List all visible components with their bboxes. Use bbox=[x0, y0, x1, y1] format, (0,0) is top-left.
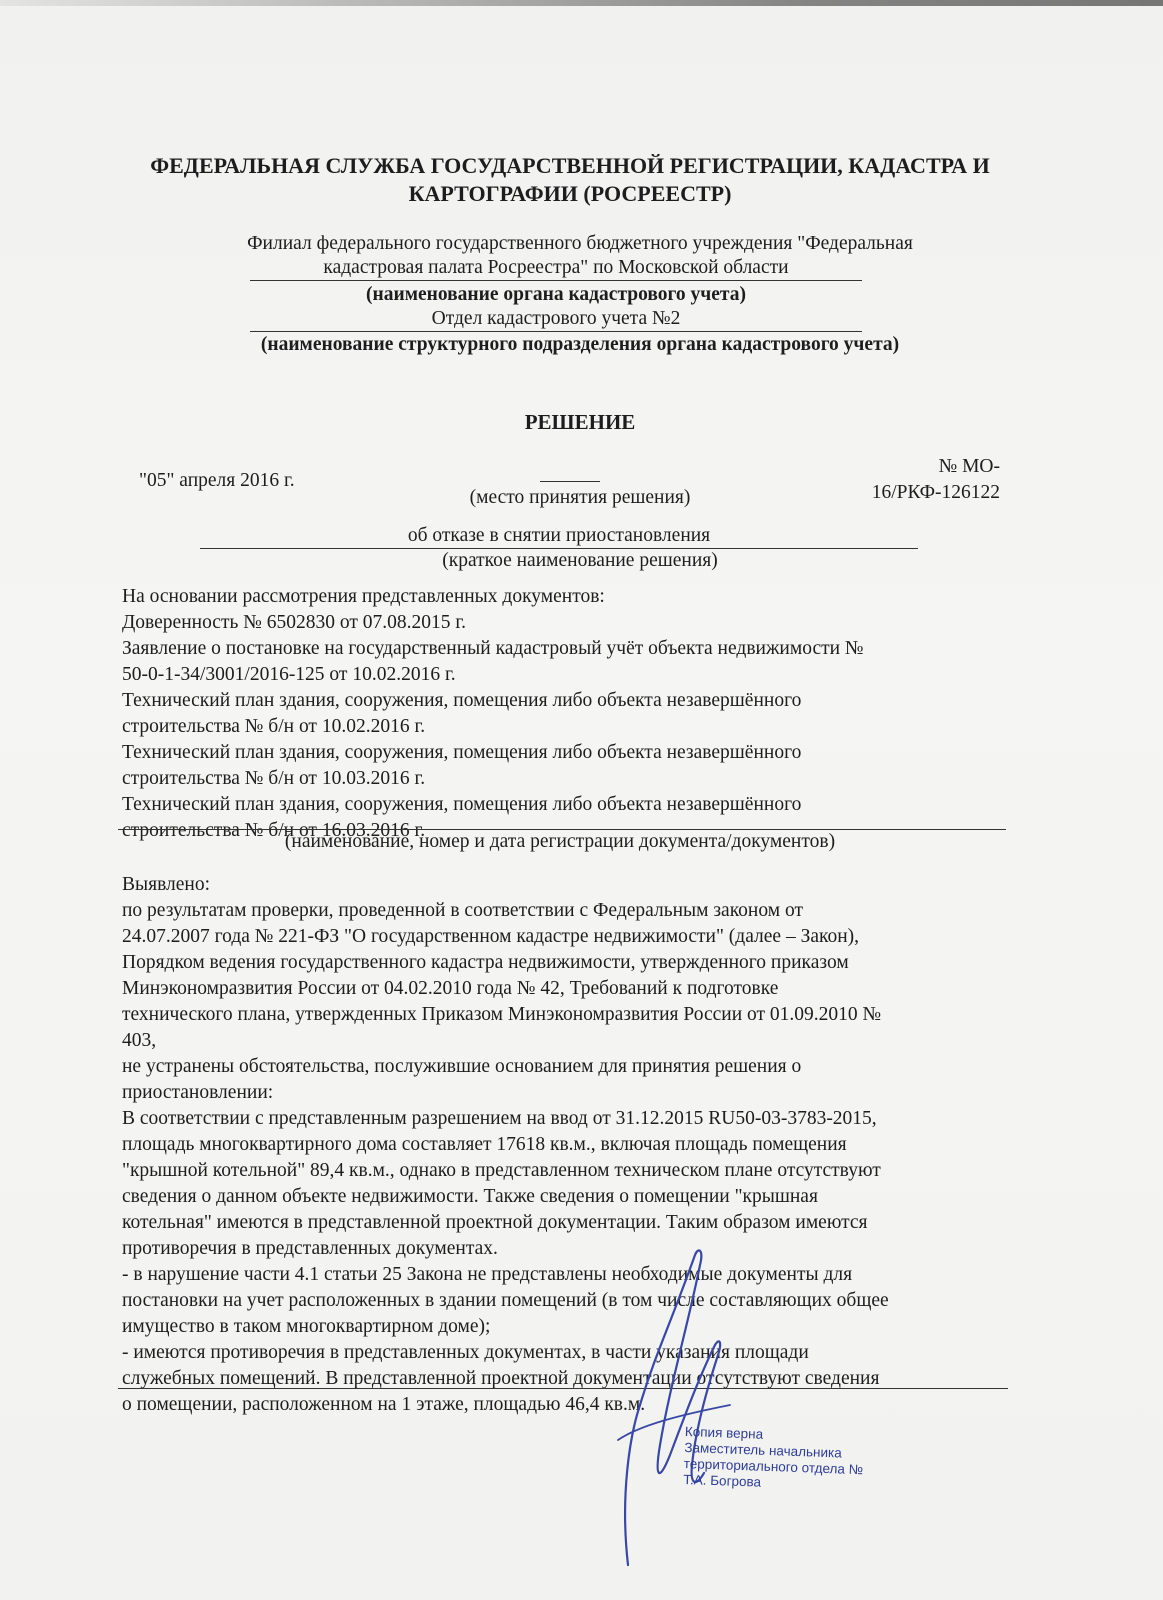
branch-caption: (наименование органа кадастрового учета) bbox=[366, 284, 746, 305]
stamp-line: Заместитель начальника bbox=[684, 1439, 843, 1461]
handwritten-signature bbox=[600, 1235, 760, 1575]
place-caption: (место принятия решения) bbox=[469, 487, 691, 508]
documents-line: Технический план здания, сооружения, помещения либо объекта незавершённого bbox=[122, 742, 802, 763]
documents-line: 50-0-1-34/3001/2016-125 от 10.02.2016 г. bbox=[122, 664, 456, 685]
findings-line: Порядком ведения государственного кадастра недвижимости, утвержденного приказом bbox=[122, 952, 849, 973]
documents-list bbox=[122, 584, 1002, 844]
findings-line: постановки на учет расположенных в здании помещений (в том числе составляющих общее bbox=[122, 1290, 889, 1311]
findings-rule bbox=[118, 1388, 1008, 1389]
branch-line-2: кадастровая палата Росреестра" по Московской области bbox=[250, 256, 862, 281]
findings-line: "крышной котельной" 89,4 кв.м., однако в представленном техническом плане отсутствуют bbox=[122, 1160, 881, 1181]
documents-rule bbox=[118, 829, 1006, 830]
findings-line: приостановлении: bbox=[122, 1082, 274, 1103]
findings-line: противоречия в представленных документах. bbox=[122, 1238, 498, 1259]
documents-line: Заявление о постановке на государственный кадастровый учёт объекта недвижимости № bbox=[122, 638, 864, 659]
documents-line: На основании рассмотрения представленных документов: bbox=[122, 586, 605, 607]
findings-line: по результатам проверки, проведенной в соответствии с Федеральным законом от bbox=[122, 900, 803, 921]
branch-line-1: Филиал федерального государственного бюджетного учреждения "Федеральная bbox=[247, 233, 913, 254]
findings-line: Минэкономразвития России от 04.02.2010 года № 42, Требований к подготовке bbox=[122, 978, 779, 999]
decision-number-line-1: № МО- bbox=[938, 456, 1000, 477]
stamp-line: территориального отдела № bbox=[683, 1455, 864, 1478]
decision-number-line-2: 16/РКФ-126122 bbox=[871, 482, 1000, 503]
stamp-line: Копия верна bbox=[684, 1424, 764, 1442]
agency-title: ФЕДЕРАЛЬНАЯ СЛУЖБА ГОСУДАРСТВЕННОЙ РЕГИСТРАЦИИ, КАДАСТРА И КАРТОГРАФИИ (РОСРЕЕСТР) bbox=[150, 153, 990, 206]
decision-date: "05" апреля 2016 г. bbox=[139, 470, 295, 491]
findings-line: - в нарушение части 4.1 статьи 25 Закона не представлены необходимые документы для bbox=[122, 1264, 853, 1285]
findings-line: Выявлено: bbox=[122, 874, 211, 895]
findings-line: служебных помещений. В представленной проектной документации отсутствуют сведения bbox=[122, 1368, 880, 1389]
findings-line: 403, bbox=[122, 1030, 157, 1051]
documents-line: строительства № б/н от 10.03.2016 г. bbox=[122, 768, 426, 789]
documents-line: Технический план здания, сооружения, помещения либо объекта незавершённого bbox=[122, 690, 802, 711]
documents-line: Доверенность № 6502830 от 07.08.2015 г. bbox=[122, 612, 467, 633]
copy-stamp bbox=[683, 1424, 915, 1496]
findings-line: площадь многоквартирного дома составляет 17618 кв.м., включая площадь помещения bbox=[122, 1134, 847, 1155]
documents-line: строительства № б/н от 10.02.2016 г. bbox=[122, 716, 426, 737]
place-blank bbox=[540, 467, 600, 482]
decision-short-name: об отказе в снятии приостановления bbox=[200, 524, 918, 549]
documents-caption: (наименование, номер и дата регистрации документа/документов) bbox=[284, 831, 836, 852]
findings-line: - имеются противоречия в представленных документах, в части указания площади bbox=[122, 1342, 809, 1363]
findings-line: сведения о данном объекте недвижимости. Также сведения о помещении "крышная bbox=[122, 1186, 818, 1207]
findings-line: котельная" имеются в представленной проектной документации. Таким образом имеются bbox=[122, 1212, 868, 1233]
findings-line: технического плана, утвержденных Приказом Минэкономразвития России от 01.09.2010 № bbox=[122, 1004, 882, 1025]
scan-edge bbox=[0, 0, 1163, 6]
findings-line: В соответствии с представленным разрешением на ввод от 31.12.2015 RU50-03-3783-2015, bbox=[122, 1108, 877, 1129]
findings-line: о помещении, расположенном на 1 этаже, площадью 46,4 кв.м. bbox=[122, 1394, 646, 1415]
decision-title: РЕШЕНИЕ bbox=[524, 410, 636, 434]
documents-line: Технический план здания, сооружения, помещения либо объекта незавершённого bbox=[122, 794, 802, 815]
documents-line: строительства № б/н от 16.03.2016 г. bbox=[122, 820, 426, 841]
findings-line: 24.07.2007 года № 221-ФЗ "О государственном кадастре недвижимости" (далее – Закон), bbox=[122, 926, 860, 947]
decision-number bbox=[850, 454, 1000, 506]
findings-line: не устранены обстоятельства, послужившие основанием для принятия решения о bbox=[122, 1056, 802, 1077]
findings-text bbox=[122, 872, 1002, 1418]
department-caption: (наименование структурного подразделения органа кадастрового учета) bbox=[260, 334, 900, 355]
stamp-line: Т.А. Богрова bbox=[682, 1471, 762, 1490]
findings-line: имущество в таком многоквартирном доме); bbox=[122, 1316, 491, 1337]
short-name-caption: (краткое наименование решения) bbox=[442, 550, 718, 571]
department-name: Отдел кадастрового учета №2 bbox=[250, 307, 862, 332]
